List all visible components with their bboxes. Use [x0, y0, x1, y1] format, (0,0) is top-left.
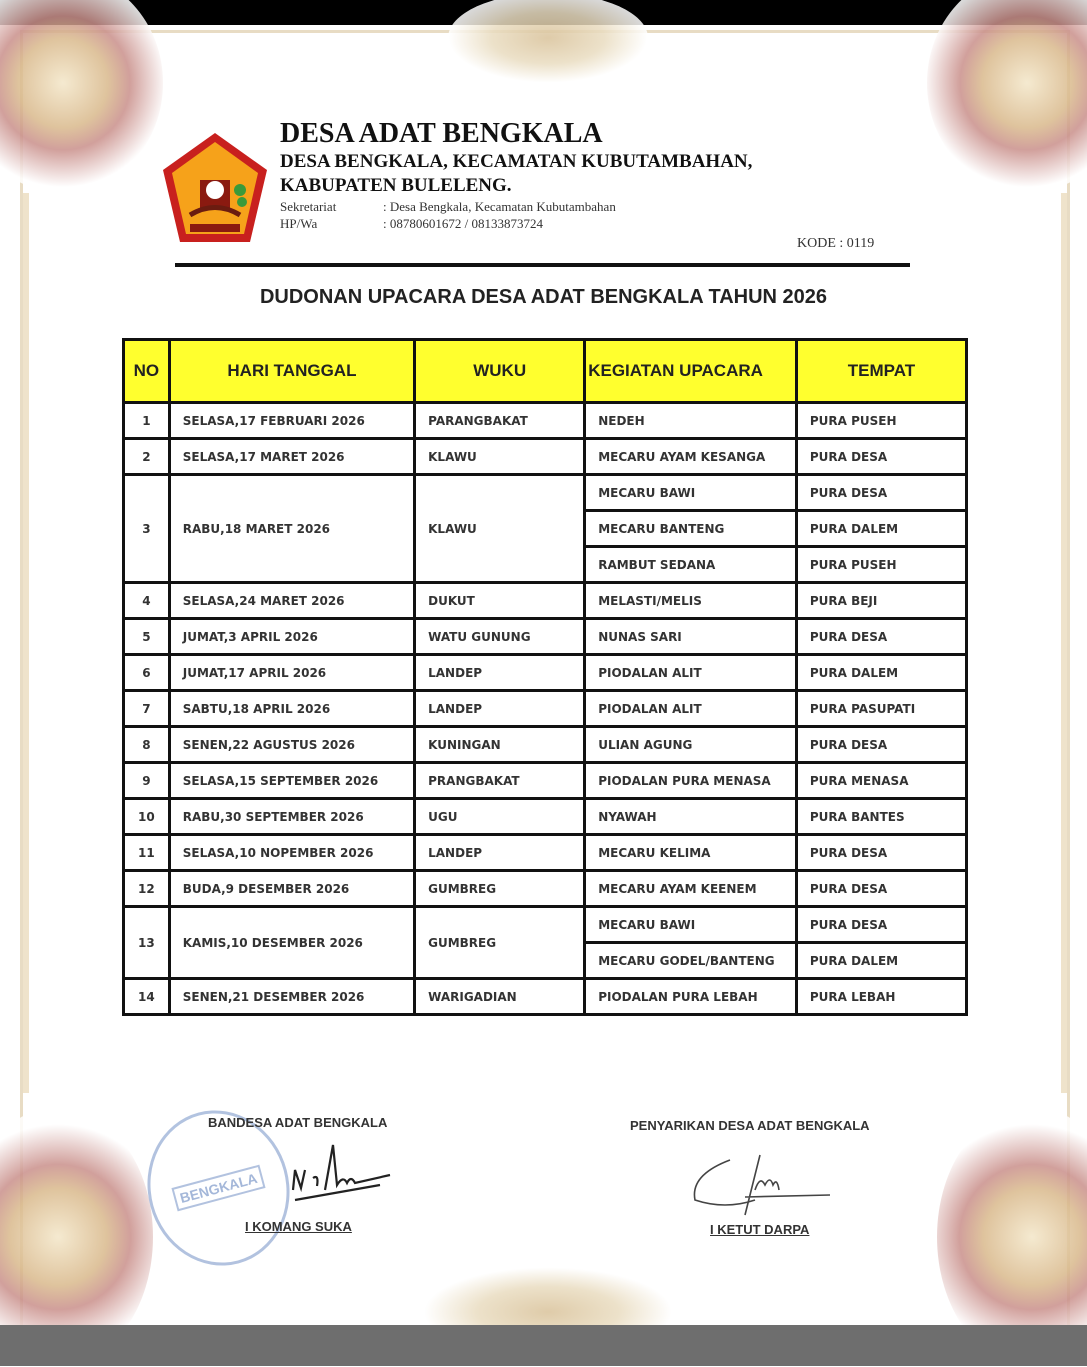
cell-place: PURA DESA: [796, 907, 966, 943]
table-row: [124, 691, 967, 727]
cell-date: SENEN,21 DESEMBER 2026: [169, 979, 414, 1015]
cell-no: 14: [124, 979, 170, 1015]
column-header-no: NO: [124, 340, 170, 403]
cell-no: 7: [124, 691, 170, 727]
cell-place: PURA DESA: [796, 871, 966, 907]
cell-date: JUMAT,3 APRIL 2026: [169, 619, 414, 655]
ornament-top: [448, 0, 648, 83]
cell-place: PURA LEBAH: [796, 979, 966, 1015]
cell-wuku: KLAWU: [415, 475, 585, 583]
cell-no: 2: [124, 439, 170, 475]
bottom-bar: [0, 1325, 1087, 1366]
cell-activity: NEDEH: [585, 403, 797, 439]
table-header-row: [124, 340, 967, 403]
cell-no: 10: [124, 799, 170, 835]
address-line-2: KABUPATEN BULELENG.: [280, 175, 512, 196]
column-header-activity: KEGIATAN UPACARA: [585, 340, 797, 403]
cell-no: 9: [124, 763, 170, 799]
cell-date: SELASA,17 MARET 2026: [169, 439, 414, 475]
ornament-side: [23, 193, 29, 1093]
phone-label: HP/Wa: [280, 216, 318, 231]
cell-wuku: LANDEP: [415, 655, 585, 691]
cell-date: RABU,30 SEPTEMBER 2026: [169, 799, 414, 835]
cell-wuku: DUKUT: [415, 583, 585, 619]
cell-no: 4: [124, 583, 170, 619]
cell-activity: MELASTI/MELIS: [585, 583, 797, 619]
table-row: [124, 763, 967, 799]
cell-date: KAMIS,10 DESEMBER 2026: [169, 907, 414, 979]
village-logo: [160, 130, 270, 248]
cell-place: PURA PUSEH: [796, 403, 966, 439]
cell-wuku: GUMBREG: [415, 871, 585, 907]
table-row: [124, 835, 967, 871]
cell-wuku: KLAWU: [415, 439, 585, 475]
cell-wuku: KUNINGAN: [415, 727, 585, 763]
cell-activity: MECARU BAWI: [585, 475, 797, 511]
cell-activity: PIODALAN PURA MENASA: [585, 763, 797, 799]
cell-no: 8: [124, 727, 170, 763]
right-signatory-title: PENYARIKAN DESA ADAT BENGKALA: [630, 1118, 870, 1133]
address-line-1: DESA BENGKALA, KECAMATAN KUBUTAMBAHAN,: [280, 151, 753, 172]
table-row: [124, 979, 967, 1015]
cell-place: PURA BANTES: [796, 799, 966, 835]
cell-place: PURA DALEM: [796, 655, 966, 691]
cell-date: SELASA,24 MARET 2026: [169, 583, 414, 619]
table-row: [124, 655, 967, 691]
left-signature: [285, 1140, 400, 1210]
left-signatory-name: I KOMANG SUKA: [245, 1219, 352, 1234]
sekretariat-label: Sekretariat: [280, 199, 337, 214]
document-code: KODE : 0119: [797, 236, 875, 251]
cell-place: PURA PUSEH: [796, 547, 966, 583]
cell-date: SELASA,10 NOPEMBER 2026: [169, 835, 414, 871]
cell-activity: NYAWAH: [585, 799, 797, 835]
cell-place: PURA DESA: [796, 835, 966, 871]
cell-date: SENEN,22 AGUSTUS 2026: [169, 727, 414, 763]
cell-activity: MECARU KELIMA: [585, 835, 797, 871]
cell-wuku: WATU GUNUNG: [415, 619, 585, 655]
column-header-date: HARI TANGGAL: [169, 340, 414, 403]
cell-date: BUDA,9 DESEMBER 2026: [169, 871, 414, 907]
cell-wuku: PARANGBAKAT: [415, 403, 585, 439]
right-signatory-name: I KETUT DARPA: [710, 1222, 810, 1237]
cell-date: RABU,18 MARET 2026: [169, 475, 414, 583]
cell-place: PURA DESA: [796, 727, 966, 763]
table-row: [124, 799, 967, 835]
sekretariat-value: : Desa Bengkala, Kecamatan Kubutambahan: [383, 199, 616, 214]
table-row: [124, 907, 967, 943]
cell-date: SELASA,15 SEPTEMBER 2026: [169, 763, 414, 799]
cell-place: PURA DESA: [796, 475, 966, 511]
cell-activity: MECARU GODEL/BANTENG: [585, 943, 797, 979]
cell-no: 13: [124, 907, 170, 979]
cell-activity: PIODALAN PURA LEBAH: [585, 979, 797, 1015]
cell-activity: RAMBUT SEDANA: [585, 547, 797, 583]
table-row: [124, 439, 967, 475]
cell-no: 6: [124, 655, 170, 691]
org-name: DESA ADAT BENGKALA: [280, 118, 603, 149]
ornament-corner: [0, 0, 163, 193]
schedule-table: [122, 338, 968, 1016]
stamp-text: BENGKALA: [171, 1165, 265, 1212]
table-row: [124, 619, 967, 655]
right-signature: [685, 1145, 835, 1220]
cell-activity: MECARU AYAM KEENEM: [585, 871, 797, 907]
ornament-corner: [927, 0, 1087, 193]
cell-activity: NUNAS SARI: [585, 619, 797, 655]
header-divider: [175, 263, 910, 267]
cell-wuku: LANDEP: [415, 835, 585, 871]
cell-activity: ULIAN AGUNG: [585, 727, 797, 763]
table-row: [124, 403, 967, 439]
cell-activity: MECARU AYAM KESANGA: [585, 439, 797, 475]
cell-place: PURA DALEM: [796, 943, 966, 979]
table-row: [124, 475, 967, 511]
cell-wuku: WARIGADIAN: [415, 979, 585, 1015]
column-header-wuku: WUKU: [415, 340, 585, 403]
cell-activity: PIODALAN ALIT: [585, 691, 797, 727]
cell-no: 5: [124, 619, 170, 655]
cell-place: PURA DESA: [796, 439, 966, 475]
cell-no: 1: [124, 403, 170, 439]
phone-value: : 08780601672 / 08133873724: [383, 216, 543, 231]
table-row: [124, 727, 967, 763]
cell-place: PURA DESA: [796, 619, 966, 655]
cell-place: PURA PASUPATI: [796, 691, 966, 727]
cell-date: SELASA,17 FEBRUARI 2026: [169, 403, 414, 439]
ornament-side: [1061, 193, 1067, 1093]
cell-wuku: UGU: [415, 799, 585, 835]
cell-activity: PIODALAN ALIT: [585, 655, 797, 691]
column-header-place: TEMPAT: [796, 340, 966, 403]
cell-wuku: GUMBREG: [415, 907, 585, 979]
cell-no: 11: [124, 835, 170, 871]
cell-no: 3: [124, 475, 170, 583]
cell-activity: MECARU BANTENG: [585, 511, 797, 547]
cell-wuku: PRANGBAKAT: [415, 763, 585, 799]
left-signatory-title: BANDESA ADAT BENGKALA: [208, 1115, 388, 1130]
cell-date: SABTU,18 APRIL 2026: [169, 691, 414, 727]
cell-no: 12: [124, 871, 170, 907]
table-row: [124, 583, 967, 619]
cell-place: PURA BEJI: [796, 583, 966, 619]
cell-activity: MECARU BAWI: [585, 907, 797, 943]
cell-place: PURA DALEM: [796, 511, 966, 547]
cell-place: PURA MENASA: [796, 763, 966, 799]
cell-date: JUMAT,17 APRIL 2026: [169, 655, 414, 691]
document-title: DUDONAN UPACARA DESA ADAT BENGKALA TAHUN 2026: [259, 286, 828, 308]
table-row: [124, 871, 967, 907]
cell-wuku: LANDEP: [415, 691, 585, 727]
